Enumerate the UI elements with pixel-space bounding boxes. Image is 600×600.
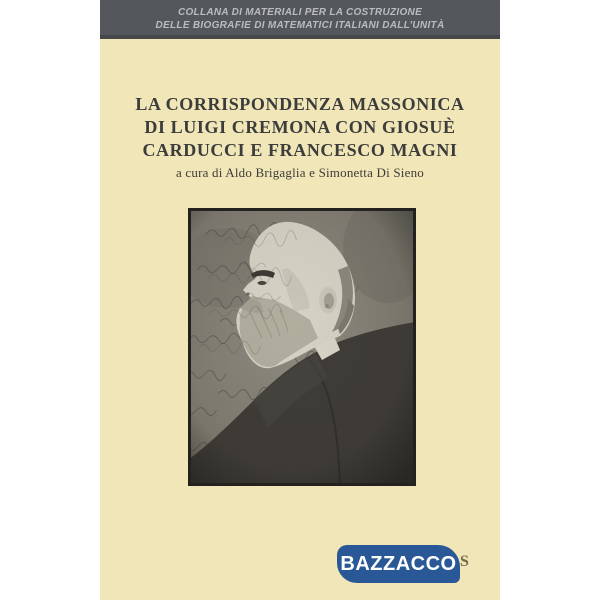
series-banner-line2: DELLE BIOGRAFIE DI MATEMATICI ITALIANI DALL’UNITÀ <box>155 19 445 31</box>
portrait-illustration <box>188 208 416 486</box>
series-banner-line1: COLLANA DI MATERIALI PER LA COSTRUZIONE <box>177 6 423 18</box>
book-title-line2: DI LUIGI CREMONA CON GIOSUÈ <box>144 117 456 137</box>
portrait-photo <box>188 208 416 486</box>
book-title-line3: CARDUCCI E FRANCESCO MAGNI <box>142 140 458 160</box>
editors-line: a cura di Aldo Brigaglia e Simonetta Di Sieno <box>175 165 424 180</box>
book-title-line1: LA CORRISPONDENZA MASSONICA <box>135 94 465 114</box>
book-title <box>100 93 500 162</box>
seller-badge-label: BAZZACCO <box>340 552 457 575</box>
seller-badge <box>337 545 460 583</box>
small-s-glyph: S <box>460 553 469 570</box>
book-cover <box>100 0 500 600</box>
series-banner <box>100 0 500 39</box>
